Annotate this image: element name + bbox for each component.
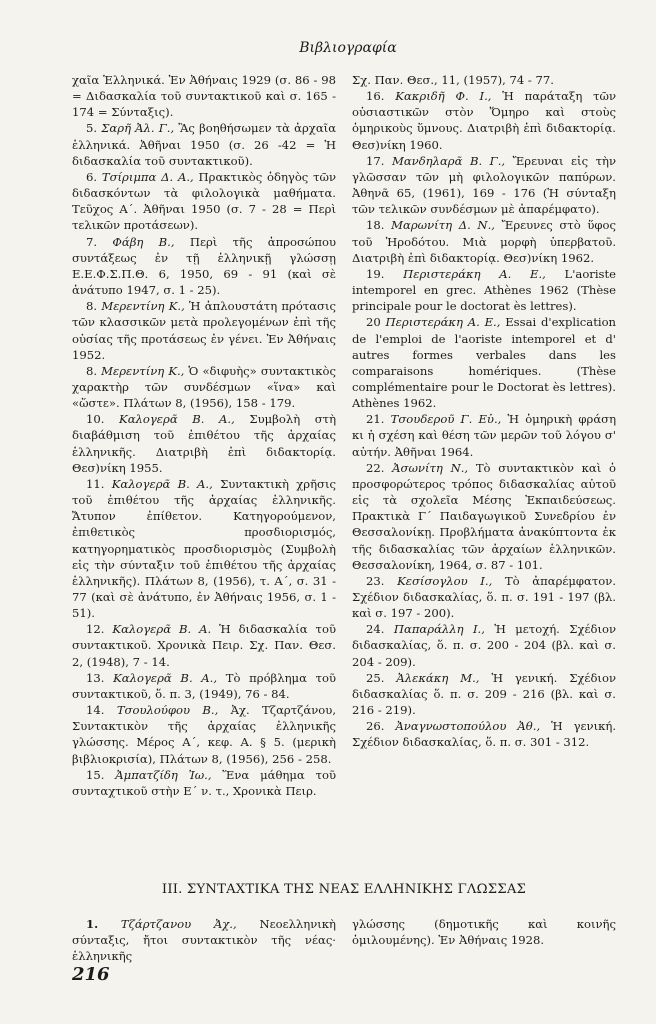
bibliography-entry	[72, 363, 336, 411]
entry-text: χαῖα Ἑλληνικά. Ἐν Ἀθήναις 1929 (σ. 86 - 98 = Διδασκαλία τοῦ συντακτικοῦ καὶ σ. 165 - 174 = Σύνταξις).	[72, 73, 336, 120]
entry-author: Περιστεράκη Α. Ε.,	[403, 266, 546, 281]
entry-number: 17.	[366, 153, 385, 168]
entry-text: Συμβολὴ στὴ διαβάθμιση τοῦ ἐπιθέτου τῆς ἀρχαίας ἑλληνικῆς. Διατριβὴ ἐπὶ διδακτορίᾳ. Θεσ)νίκη 1955.	[72, 412, 337, 475]
entry-text: Ἂς βοηθήσωμεν τὰ ἀρχαῖα ἑλληνικά. Ἀθῆναι 1950 (σ. 26 -42 = Ἡ διδασκαλία τοῦ συντακτικοῦ).	[72, 121, 337, 168]
entry-number: 12.	[86, 622, 105, 637]
entry-text: Τὸ ἀπαρέμφατον. Σχέδιον διδασκαλίας, ὅ. π. σ. 191 - 197 (βλ. καὶ σ. 197 - 200).	[352, 573, 616, 621]
bibliography-entry	[352, 266, 616, 314]
section-title: III. ΣΥΝΤΑΧΤΙΚΑ ΤΗΣ ΝΕΑΣ ΕΛΛΗΝΙΚΗΣ ΓΛΩΣΣΑΣ	[161, 882, 527, 897]
entry-number: 16.	[366, 89, 385, 104]
bibliography-entry	[72, 234, 336, 299]
entry-author: Τσουλούφου Β.,	[116, 703, 219, 718]
entry-text: Ἔρευνες στὸ ὕφος τοῦ Ἡροδότου. Μιὰ μορφὴ ὑπερβατοῦ. Διατριβὴ ἐπὶ διδακτορίᾳ. Θεσ)νίκη 1962.	[352, 218, 617, 265]
entry-author: Μαρωνίτη Δ. Ν.,	[391, 218, 495, 233]
entry-text: Ἡ γενική. Σχέδιον διδασκαλίας, ὅ. π. σ. 301 - 312.	[352, 719, 617, 750]
bibliography-entry	[352, 718, 616, 750]
entry-text: Essai d'explication de l'emploi de l'aoriste intemporel et d' autres formes verbales dans les comparaisons homériques. (Thèse complémentaire pour le Doctorat ès lettres). Athènes 1962.	[352, 315, 617, 411]
left-column	[72, 72, 336, 799]
bibliography-entry	[72, 298, 336, 363]
entry-text: Τὸ πρόβλημα τοῦ συντακτικοῦ, ὅ. π. 3, (1949), 76 - 84.	[72, 670, 337, 701]
entry-author: Φάβη Β.,	[112, 234, 175, 249]
entry-number: 24.	[366, 622, 385, 637]
entry-text: Συντακτικὴ χρῆσις τοῦ ἐπιθέτου τῆς ἀρχαίας ἑλληνικῆς. Ἄτυπον ἐπίθετον. Κατηγορούμενον, ἐπιθετικὸς προσδιορισμός, κατηγορηματικὸς προσδιορισμὸς (Συμβολὴ εἰς τὴν σύνταξιν τοῦ ἐπιθέτου τῆς ἀρχαίας ἑλληνικῆς). Πλάτων 8, (1956), τ. Α΄, σ. 31 - 77 (καὶ σὲ ἀνάτυπο, ἐν Ἀθήναις 1956, σ. 1 - 51).	[72, 476, 336, 621]
running-head: Βιβλιογραφία	[299, 40, 397, 56]
bibliography-entry	[352, 573, 616, 621]
bibliography-entry	[72, 169, 336, 234]
entry-author: Κακριδῆ Φ. Ι.,	[395, 89, 492, 104]
bibliography-columns	[72, 72, 616, 799]
bibliography-entry	[352, 621, 616, 669]
entry-text: L'aoriste intemporel en grec. Athènes 1962 (Thèse principale pour le doctorat ès lettres).	[352, 266, 617, 314]
entry-author: Σαρῆ Ἀλ. Γ.,	[101, 121, 175, 136]
bibliography-entry-continued	[352, 916, 616, 948]
bibliography-entry	[72, 702, 336, 767]
entry-number: 10.	[86, 412, 105, 427]
entry-number: 15.	[86, 767, 105, 782]
entry-text: Ὁ «διφυὴς» συντακτικὸς χαρακτὴρ τῶν συνδέσμων «ἵνα» καὶ «ὥστε». Πλάτων 8, (1956), 158 - 179.	[72, 363, 336, 411]
entry-number: 21.	[366, 412, 385, 427]
section-right-column	[352, 916, 616, 964]
entry-author: Καλογερᾶ Β. Α.	[112, 622, 212, 637]
entry-text: Σχ. Παν. Θεσ., 11, (1957), 74 - 77.	[352, 73, 554, 87]
bibliography-entry	[72, 916, 336, 964]
bibliography-entry	[72, 670, 336, 702]
entry-text: Ἕνα μάθημα τοῦ συνταχτικοῦ στὴν Ε΄ ν. τ., Χρονικὰ Πειρ.	[72, 767, 337, 798]
entry-author: Καλογερᾶ Β. Α.,	[119, 412, 235, 427]
entry-text: Περὶ τῆς ἀπροσώπου συντάξεως ἐν τῇ ἑλληνικῇ γλώσσῃ Ε.Ε.Φ.Σ.Π.Θ. 6, 1950, 69 - 91 (καὶ σὲ ἀνάτυπο 1947, σ. 1 - 25).	[72, 234, 337, 298]
entry-author: Τσίριμπα Δ. Α.,	[101, 169, 194, 184]
entry-number: 8.	[86, 299, 98, 314]
page-number: 216	[72, 964, 110, 985]
entry-number: 13.	[86, 670, 105, 685]
entry-author: Καλογερᾶ Β. Α.,	[111, 476, 213, 491]
entry-author: Κεσίσογλου Ι.,	[397, 573, 493, 588]
bibliography-entry	[352, 314, 616, 411]
bibliography-entry	[72, 767, 336, 799]
entry-text: Ἡ μετοχή. Σχέδιον διδασκαλίας, ὅ. π. σ. 200 - 204 (βλ. καὶ σ. 204 - 209).	[352, 622, 617, 669]
entry-number: 5.	[86, 121, 98, 136]
entry-author: Καλογερᾶ Β. Α.,	[113, 670, 218, 685]
bibliography-entry	[352, 411, 616, 459]
entry-text: γλώσσης (δημοτικῆς καὶ κοινῆς ὁμιλουμένης). Ἐν Ἀθήναις 1928.	[352, 917, 616, 948]
entry-text: Τὸ συντακτικὸν καὶ ὁ προσφορώτερος τρόπος διδασκαλίας αὐτοῦ εἰς τὰ σχολεῖα Μέσης Ἐκπαιδεύσεως. Πρακτικὰ Γ΄ Παιδαγωγικοῦ Συνεδρίου ἐν Θεσσαλονίκῃ. Προβλήματα ἀνακύπτοντα ἐκ τῆς διδασκαλίας τῶν ἀρχαίων ἑλληνικῶν. Θεσσαλονίκη, 1964, σ. 87 - 101.	[352, 460, 616, 572]
entry-number: 18.	[366, 218, 385, 233]
entry-author: Περιστεράκη Α. Ε.,	[385, 315, 501, 330]
entry-number: 20	[366, 315, 381, 330]
entry-author: Μανδηλαρᾶ Β. Γ.,	[391, 153, 506, 168]
bibliography-entry	[72, 72, 336, 120]
entry-author: Τσουδεροῦ Γ. Εὐ.,	[390, 412, 502, 427]
bibliography-entry	[72, 476, 336, 621]
entry-number: 23.	[366, 573, 385, 588]
entry-text: Ἔρευναι εἰς τὴν γλῶσσαν τῶν μὴ φιλολογικῶν παπύρων. Ἀθηνᾶ 65, (1961), 169 - 176 (Ἡ σύνταξη τῶν τελικῶν συνδέσμων μὲ ἀπαρέμφατο).	[352, 153, 616, 217]
entry-author: Ἀλεκάκη Μ.,	[396, 670, 480, 685]
bibliography-entry	[352, 217, 616, 265]
entry-author: Τζάρτζανου Ἀχ.,	[120, 917, 237, 931]
entry-author: Ἀναγνωστοπούλου Ἀθ.,	[395, 719, 541, 734]
right-column	[352, 72, 616, 799]
entry-text: Ἡ παράταξη τῶν οὐσιαστικῶν στὸν Ὅμηρο καὶ στοὺς ὁμηρικοὺς ὕμνους. Διατριβὴ ἐπὶ διδακτορίᾳ. Θεσ)νίκη 1960.	[352, 89, 617, 152]
entry-text: Ἡ ὁμηρικὴ φράση κι ἡ σχέση καὶ θέση τῶν μερῶν τοῦ λόγου σ' αὐτήν. Ἀθῆναι 1964.	[352, 412, 617, 459]
entry-text: Ἡ γενική. Σχέδιον διδασκαλίας ὅ. π. σ. 209 - 216 (βλ. καὶ σ. 216 - 219).	[352, 670, 616, 718]
entry-number: 26.	[366, 719, 385, 734]
entry-number: 11.	[86, 476, 105, 491]
entry-number: 8.	[86, 363, 98, 378]
bibliography-entry	[352, 460, 616, 573]
entry-author: Ἀμπατζίδη Ἰω.,	[115, 767, 212, 782]
entry-number: 14.	[86, 703, 105, 718]
entry-author: Μερεντίνη Κ.,	[101, 299, 185, 314]
bibliography-entry	[72, 411, 336, 476]
bibliography-entry	[352, 670, 616, 718]
section-entries	[72, 916, 616, 964]
section-left-column	[72, 916, 336, 964]
entry-number: 25.	[366, 670, 385, 685]
entry-text: Ἀχ. Τζαρτζάνου, Συντακτικὸν τῆς ἀρχαίας ἑλληνικῆς γλώσσης. Μέρος Α΄, κεφ. Α. § 5. (μερικὴ βιβλιοκρισία), Πλάτων 8, (1956), 256 - 258.	[72, 703, 337, 766]
entry-number: 22.	[366, 460, 385, 475]
bibliography-entry	[352, 153, 616, 218]
entry-number: 7.	[86, 234, 98, 249]
bibliography-entry	[72, 621, 336, 669]
bibliography-entry	[72, 120, 336, 168]
entry-text: Ἡ διδασκαλία τοῦ συντακτικοῦ. Χρονικὰ Πειρ. Σχ. Παν. Θεσ. 2, (1948), 7 - 14.	[72, 622, 337, 669]
entry-number: 6.	[86, 169, 98, 184]
entry-author: Ἀσωνίτη Ν.,	[392, 460, 469, 475]
entry-text: Ἡ ἁπλουστάτη πρότασις τῶν κλασσικῶν μετὰ προλεγομένων ἐπὶ τῆς οὐσίας τῆς προτάσεως ἐν γένει. Ἐν Ἀθήναις 1952.	[72, 299, 337, 362]
bibliography-entry	[352, 88, 616, 153]
entry-author: Παπαράλλη Ι.,	[393, 622, 485, 637]
bibliography-entry	[352, 72, 616, 88]
entry-text: Πρακτικὸς ὁδηγὸς τῶν διδασκόντων τὰ φιλολογικὰ μαθήματα. Τεῦχος Α΄. Ἀθῆναι 1950 (σ. 7 - 28 = Περὶ τελικῶν προτάσεων).	[72, 169, 336, 233]
entry-text: Νεοελληνικὴ σύνταξις, ἤτοι συντακτικὸν τῆς νέας· ἑλληνικῆς	[72, 917, 337, 964]
entry-number: 1.	[86, 917, 99, 931]
entry-author: Μερεντίνη Κ.,	[101, 363, 185, 378]
entry-number: 19.	[366, 266, 385, 281]
